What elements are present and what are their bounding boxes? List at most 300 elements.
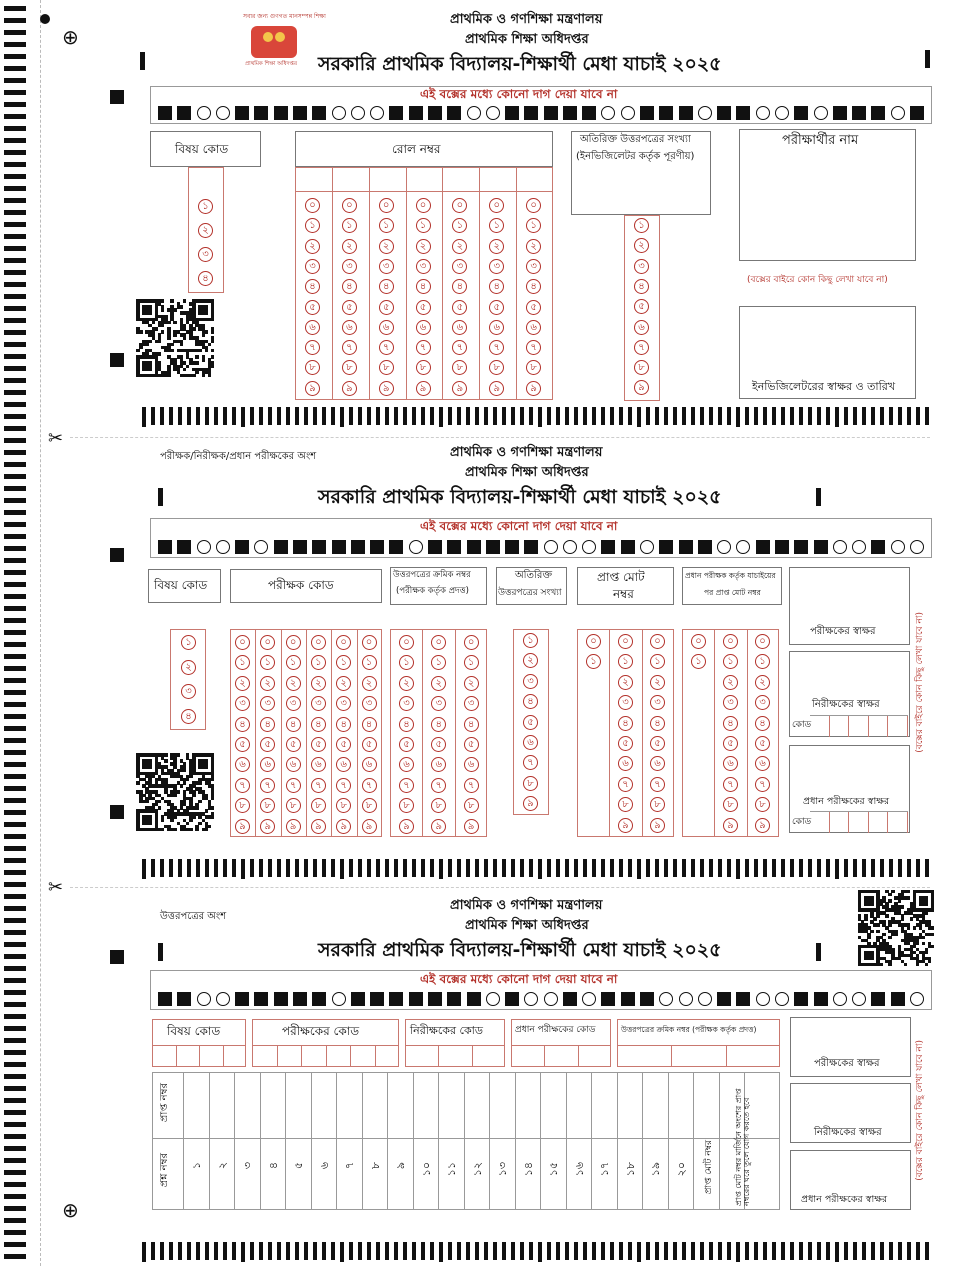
- digit-bubble: ২: [452, 239, 467, 254]
- sprocket-hole: [4, 822, 26, 827]
- digit-bubble: ১: [634, 218, 649, 233]
- corner-mark: [110, 548, 124, 562]
- cut-line: [70, 887, 930, 888]
- timing-tick: [835, 1242, 839, 1262]
- digit-bubble: ৩: [650, 695, 665, 710]
- timing-tick: [403, 407, 407, 425]
- sprocket-hole: [4, 90, 26, 95]
- timing-tick: [745, 859, 749, 877]
- digit-bubble: ৭: [650, 777, 665, 792]
- answer-part-label: উত্তরপত্রের অংশ: [160, 911, 227, 922]
- digit-bubble: ২: [723, 675, 738, 690]
- timing-tick: [898, 1242, 902, 1260]
- sprocket-hole: [4, 690, 26, 695]
- question-number: ১৭: [598, 1162, 611, 1177]
- sprocket-hole: [4, 6, 26, 11]
- roll-number-label: রোল নম্বর: [392, 142, 441, 156]
- sprocket-hole: [4, 186, 26, 191]
- timing-square: [274, 992, 288, 1006]
- grid-line: [285, 1072, 286, 1210]
- sprocket-hole: [4, 870, 26, 875]
- digit-bubble: ০: [311, 635, 326, 650]
- timing-square: [814, 992, 828, 1006]
- ministry-title: প্রাথমিক ও গণশিক্ষা মন্ত্রণালয়: [450, 898, 603, 913]
- timing-tick: [142, 859, 146, 879]
- digit-bubble: ৬: [311, 757, 326, 772]
- timing-tick: [304, 859, 308, 877]
- digit-bubble: ২: [634, 238, 649, 253]
- timing-circle: [544, 992, 558, 1006]
- timing-square: [794, 106, 808, 120]
- timing-tick: [430, 859, 434, 877]
- entry-cell: [370, 168, 406, 192]
- sprocket-hole: [4, 882, 26, 887]
- timing-tick: [583, 407, 587, 425]
- timing-tick: [439, 1242, 443, 1262]
- timing-tick: [763, 407, 767, 425]
- digit-bubble: ৭: [399, 778, 414, 793]
- timing-tick: [187, 407, 191, 425]
- timing-tick: [844, 407, 848, 425]
- sprocket-hole: [4, 162, 26, 167]
- timing-tick: [475, 407, 479, 425]
- digit-bubble: ৮: [755, 797, 770, 812]
- timing-tick: [511, 407, 515, 425]
- code-cell: [888, 812, 908, 833]
- digit-bubble: ০: [526, 198, 541, 213]
- timing-tick: [619, 407, 623, 425]
- timing-tick: [475, 1242, 479, 1260]
- timing-tick: [673, 407, 677, 425]
- sprocket-hole: [4, 546, 26, 551]
- timing-square: [679, 540, 693, 554]
- logo-arc-text: সবার জন্য গুণগত মানসম্পন্ন শিক্ষা: [243, 13, 326, 20]
- sprocket-hole: [4, 642, 26, 647]
- digit-bubble: ৭: [286, 778, 301, 793]
- logo-caption: প্রাথমিক শিক্ষা অধিদপ্তর: [245, 61, 297, 67]
- timing-tick: [556, 859, 560, 877]
- timing-tick: [898, 859, 902, 877]
- digit-bubble: ০: [691, 634, 706, 649]
- timing-square: [659, 106, 673, 120]
- timing-tick: [700, 1242, 704, 1260]
- digit-bubble: ১: [618, 654, 633, 669]
- sprocket-hole: [4, 750, 26, 755]
- digit-bubble: ৫: [523, 715, 538, 730]
- timing-tick: [781, 1242, 785, 1260]
- sprocket-hole: [4, 1206, 26, 1211]
- timing-tick: [817, 859, 821, 877]
- timing-tick: [826, 1242, 830, 1260]
- digit-bubble: ৯: [362, 819, 377, 834]
- timing-tick: [466, 859, 470, 877]
- digit-bubble: ৫: [260, 737, 275, 752]
- invigilator-sign-label: ইনভিজিলেটরের স্বাক্ষর ও তারিখ: [752, 380, 896, 393]
- timing-square: [756, 540, 770, 554]
- timing-circle: [216, 106, 230, 120]
- digit-bubble: ৬: [416, 320, 431, 335]
- timing-tick: [898, 407, 902, 425]
- serial-number-label: উত্তরপত্রের ক্রমিক নম্বর (পরীক্ষক কর্তৃক প্রদত্ত): [621, 1025, 757, 1034]
- digit-bubble: ১: [452, 218, 467, 233]
- timing-tick: [268, 407, 272, 425]
- timing-square: [254, 992, 268, 1006]
- timing-tick: [817, 1242, 821, 1260]
- timing-tick: [430, 1242, 434, 1260]
- subject-code-label: বিষয় কোড: [175, 142, 229, 156]
- digit-bubble: ৮: [526, 360, 541, 375]
- timing-tick: [736, 407, 740, 427]
- timing-tick: [844, 1242, 848, 1260]
- grid-line: [566, 1072, 567, 1210]
- timing-tick: [457, 407, 461, 425]
- timing-tick: [520, 407, 524, 425]
- no-mark-notice: এই বক্সের মধ্যে কোনো দাগ দেয়া যাবে না: [420, 972, 618, 986]
- sprocket-hole: [4, 450, 26, 455]
- timing-tick: [178, 407, 182, 425]
- timing-square: [814, 540, 828, 554]
- cell-line: [326, 1045, 327, 1067]
- timing-tick: [358, 407, 362, 425]
- marks-table: [152, 1072, 780, 1210]
- timing-tick: [808, 407, 812, 425]
- timing-tick: [169, 407, 173, 425]
- timing-square: [312, 992, 326, 1006]
- digit-bubble: ৫: [634, 299, 649, 314]
- timing-circle: [621, 106, 635, 120]
- digit-bubble: ৯: [452, 381, 467, 396]
- digit-bubble: ৮: [260, 798, 275, 813]
- directorate-title: প্রাথমিক শিক্ষা অধিদপ্তর: [465, 465, 589, 480]
- timing-tick: [142, 407, 146, 427]
- cell-line: [223, 1045, 224, 1067]
- sprocket-hole: [4, 366, 26, 371]
- timing-tick: [223, 859, 227, 877]
- digit-bubble: ০: [399, 635, 414, 650]
- timing-tick: [691, 859, 695, 877]
- digit-bubble: ৪: [342, 279, 357, 294]
- sprocket-hole: [4, 126, 26, 131]
- digit-bubble: ৯: [305, 381, 320, 396]
- cell-divider: [511, 1045, 611, 1046]
- timing-tick: [871, 407, 875, 425]
- digit-bubble: ২: [650, 675, 665, 690]
- digit-bubble: ১: [416, 218, 431, 233]
- cell-line: [544, 1045, 545, 1067]
- digit-bubble: ৩: [452, 259, 467, 274]
- timing-tick: [295, 859, 299, 877]
- ministry-title: প্রাথমিক ও গণশিক্ষা মন্ত্রণালয়: [450, 445, 603, 460]
- timing-square: [447, 106, 461, 120]
- timing-circle: [582, 540, 596, 554]
- timing-square: [505, 992, 519, 1006]
- timing-circle: [756, 106, 770, 120]
- question-number: ১৪: [521, 1162, 535, 1177]
- timing-tick: [763, 859, 767, 877]
- sprocket-hole: [4, 138, 26, 143]
- timing-tick: [439, 407, 443, 427]
- digit-bubble: ৯: [634, 380, 649, 395]
- digit-bubble: ৪: [618, 716, 633, 731]
- digit-bubble: ৮: [723, 797, 738, 812]
- sprocket-hole: [4, 414, 26, 419]
- digit-bubble: ৭: [311, 778, 326, 793]
- digit-bubble: ৩: [336, 696, 351, 711]
- timing-tick: [457, 1242, 461, 1260]
- question-number: ৮: [368, 1162, 382, 1170]
- qr-code: [136, 299, 214, 377]
- sprocket-hole: [4, 606, 26, 611]
- timing-track: [142, 859, 929, 879]
- digit-bubble: ৬: [526, 320, 541, 335]
- timing-tick: [925, 859, 929, 877]
- sprocket-hole: [4, 1014, 26, 1019]
- timing-tick: [664, 859, 668, 877]
- digit-bubble: ৪: [198, 271, 213, 286]
- digit-bubble: ২: [399, 676, 414, 691]
- timing-tick: [547, 1242, 551, 1260]
- timing-square: [158, 106, 172, 120]
- candidate-name-box: [739, 129, 916, 261]
- timing-tick: [520, 1242, 524, 1260]
- digit-bubble: ৪: [431, 717, 446, 732]
- timing-tick: [241, 407, 245, 427]
- timing-tick: [394, 1242, 398, 1260]
- sprocket-hole: [4, 270, 26, 275]
- timing-square: [852, 106, 866, 120]
- digit-bubble: ১: [181, 635, 196, 650]
- timing-square: [640, 106, 654, 120]
- timing-tick: [232, 1242, 236, 1260]
- examiner-part-label: পরীক্ষক/নিরীক্ষক/প্রধান পরীক্ষকের অংশ: [160, 451, 317, 462]
- timing-tick: [772, 1242, 776, 1260]
- digit-bubble: ৭: [260, 778, 275, 793]
- sprocket-hole: [4, 834, 26, 839]
- digit-bubble: ২: [755, 675, 770, 690]
- timing-tick: [358, 859, 362, 877]
- digit-bubble: ৩: [723, 695, 738, 710]
- digit-bubble: ৪: [755, 716, 770, 731]
- digit-bubble: ২: [526, 239, 541, 254]
- sprocket-hole: [4, 66, 26, 71]
- timing-tick: [808, 859, 812, 877]
- subject-code-label: বিষয় কোড: [154, 578, 208, 592]
- timing-tick: [619, 859, 623, 877]
- exam-title: সরকারি প্রাথমিক বিদ্যালয়-শিক্ষার্থী মেধা যাচাই ২০২৫: [318, 486, 722, 508]
- timing-tick: [691, 407, 695, 425]
- grid-line: [609, 629, 610, 837]
- sprocket-hole: [4, 1122, 26, 1127]
- timing-square: [891, 992, 905, 1006]
- digit-bubble: ৪: [650, 716, 665, 731]
- timing-tick: [853, 859, 857, 877]
- timing-tick: [322, 407, 326, 425]
- grid-line: [387, 1072, 388, 1210]
- timing-square: [621, 540, 635, 554]
- timing-tick: [538, 1242, 542, 1262]
- digit-bubble: ০: [586, 634, 601, 649]
- timing-mark: [140, 52, 145, 70]
- cell-line: [199, 1045, 200, 1067]
- sprocket-hole: [4, 618, 26, 623]
- timing-circle: [679, 992, 693, 1006]
- marks-table-divider: [152, 1138, 780, 1139]
- digit-bubble: ৬: [755, 756, 770, 771]
- examiner-sign-label: পরীক্ষকের স্বাক্ষর: [814, 1058, 880, 1069]
- corner-mark: [110, 805, 124, 819]
- sprocket-hole: [4, 1086, 26, 1091]
- timing-tick: [718, 407, 722, 425]
- cell-line: [301, 1045, 302, 1067]
- timing-tick: [835, 407, 839, 427]
- sprocket-hole: [4, 174, 26, 179]
- corner-mark: [110, 950, 124, 964]
- timing-tick: [214, 407, 218, 425]
- question-number: ৬: [317, 1162, 331, 1170]
- timing-circle: [216, 992, 230, 1006]
- timing-square: [544, 106, 558, 120]
- timing-circle: [254, 540, 268, 554]
- digit-bubble: ৪: [362, 717, 377, 732]
- timing-tick: [457, 859, 461, 877]
- digit-bubble: ১: [523, 633, 538, 648]
- digit-bubble: ০: [431, 635, 446, 650]
- qr-code: [136, 753, 214, 831]
- digit-bubble: ১: [235, 655, 250, 670]
- digit-bubble: ২: [286, 676, 301, 691]
- sprocket-hole: [4, 774, 26, 779]
- entry-cell: [480, 168, 516, 192]
- timing-tick: [529, 1242, 533, 1260]
- timing-tick: [754, 859, 758, 877]
- timing-tick: [637, 407, 641, 427]
- digit-bubble: ৪: [305, 279, 320, 294]
- sprocket-hole: [4, 1218, 26, 1223]
- digit-bubble: ৬: [489, 320, 504, 335]
- timing-tick: [223, 407, 227, 425]
- timing-square: [467, 540, 481, 554]
- question-number: ২: [215, 1162, 229, 1170]
- timing-square: [428, 992, 442, 1006]
- cell-line: [726, 1045, 727, 1067]
- timing-tick: [817, 407, 821, 425]
- sprocket-hole: [4, 342, 26, 347]
- code-label: কোড: [792, 817, 812, 827]
- digit-bubble: ০: [305, 198, 320, 213]
- timing-mark: [925, 50, 930, 68]
- digit-bubble: ৩: [286, 696, 301, 711]
- timing-square: [235, 106, 249, 120]
- total-marks-label: প্রাপ্ত মোট: [597, 570, 645, 584]
- directorate-title: প্রাথমিক শিক্ষা অধিদপ্তর: [465, 918, 589, 933]
- timing-tick: [448, 1242, 452, 1260]
- timing-circle: [775, 106, 789, 120]
- question-number: ১৩: [496, 1162, 509, 1177]
- timing-tick: [376, 407, 380, 425]
- timing-mark: [158, 943, 163, 961]
- digit-bubble: ০: [452, 198, 467, 213]
- grid-line: [413, 1072, 414, 1210]
- digit-bubble: ০: [723, 634, 738, 649]
- sprocket-hole: [4, 474, 26, 479]
- timing-circle: [891, 106, 905, 120]
- timing-tick: [385, 1242, 389, 1260]
- timing-tick: [700, 407, 704, 425]
- sprocket-hole: [4, 210, 26, 215]
- corner-mark: [110, 90, 124, 104]
- sprocket-hole: [4, 462, 26, 467]
- cell-line: [176, 1045, 177, 1067]
- timing-square: [621, 992, 635, 1006]
- timing-circle: [852, 540, 866, 554]
- total-obtained-label: প্রাপ্ত মোট নম্বর: [704, 1140, 714, 1195]
- timing-square: [158, 540, 172, 554]
- timing-tick: [259, 407, 263, 425]
- timing-tick: [367, 1242, 371, 1260]
- extra-sheets-label: অতিরিক্ত উত্তরপত্রের সংখ্যা: [580, 134, 691, 145]
- sprocket-hole: [4, 1194, 26, 1199]
- timing-circle: [736, 540, 750, 554]
- timing-square: [177, 992, 191, 1006]
- grid-line: [362, 1072, 363, 1210]
- sprocket-hole: [4, 786, 26, 791]
- digit-bubble: ৫: [305, 300, 320, 315]
- digit-bubble: ৮: [362, 798, 377, 813]
- code-cell: [869, 812, 889, 833]
- question-number: ৯: [394, 1162, 407, 1170]
- code-cell: [810, 716, 830, 737]
- timing-tick: [709, 1242, 713, 1260]
- ocr-timing-strip: [158, 540, 924, 554]
- timing-tick: [808, 1242, 812, 1260]
- grid-line: [747, 629, 748, 837]
- digit-bubble: ৫: [379, 300, 394, 315]
- timing-tick: [412, 1242, 416, 1260]
- cell-line: [277, 1045, 278, 1067]
- timing-track: [142, 1242, 929, 1262]
- digit-bubble: ৬: [523, 735, 538, 750]
- fold-dot: [40, 14, 50, 24]
- digit-bubble: ১: [336, 655, 351, 670]
- timing-tick: [862, 859, 866, 877]
- digit-bubble: ৯: [489, 381, 504, 396]
- timing-tick: [466, 407, 470, 425]
- verified-marks-sublabel: পর প্রাপ্ত মোট নম্বর: [704, 588, 761, 597]
- digit-bubble: ৯: [464, 819, 479, 834]
- timing-tick: [880, 1242, 884, 1260]
- cell-line: [350, 1045, 351, 1067]
- digit-bubble: ৫: [431, 737, 446, 752]
- total-note: প্রাপ্ত মোট নম্বর মার্জিনে অংশের প্রাপ্ত নম্বরের ঘরে তুলে যোগ করতে হবে: [734, 1088, 751, 1206]
- timing-square: [794, 540, 808, 554]
- timing-circle: [756, 992, 770, 1006]
- digit-bubble: ৫: [286, 737, 301, 752]
- sprocket-hole: [4, 1242, 26, 1247]
- timing-tick: [358, 1242, 362, 1260]
- timing-tick: [484, 1242, 488, 1260]
- timing-square: [563, 106, 577, 120]
- timing-tick: [574, 1242, 578, 1260]
- sprocket-hole: [4, 102, 26, 107]
- timing-tick: [763, 1242, 767, 1260]
- cell-line: [472, 1045, 473, 1067]
- grid-line: [183, 1072, 184, 1210]
- timing-tick: [403, 1242, 407, 1260]
- digit-bubble: ৯: [650, 818, 665, 833]
- digit-bubble: ৭: [452, 340, 467, 355]
- digit-bubble: ০: [416, 198, 431, 213]
- timing-tick: [781, 859, 785, 877]
